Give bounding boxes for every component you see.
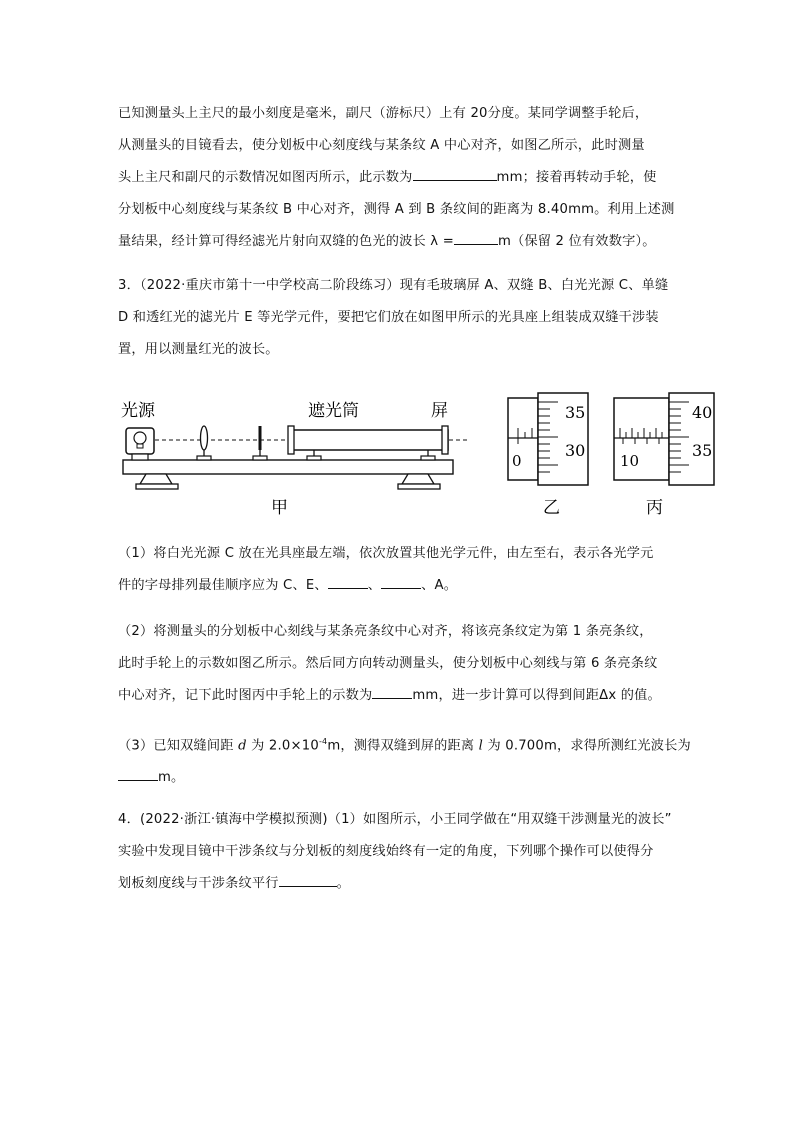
sub3-line-2: m。 [118,762,688,794]
q4-line-2: 实验中发现目镜中干涉条纹与分划板的刻度线始终有一定的角度，下列哪个操作可以使得分 [118,844,654,859]
yi-scale-top: 35 [565,403,586,422]
sub-question-1 [118,538,688,602]
q3-line-3: 置，用以测量红光的波长。 [118,342,279,357]
answer-blank-thimble-reading[interactable] [372,684,412,699]
label-yi: 乙 [543,498,560,518]
q4-line-1: 4．(2022·浙江·镇海中学模拟预测)（1）如图所示，小王同学做在“用双缝干涉测量光的波长” [118,812,672,827]
label-bing: 丙 [646,498,663,518]
yi-scale-bottom: 30 [565,441,586,460]
sub1-line-2: 件的字母排列最佳顺序应为 C、E、 、 、A。 [118,570,688,602]
sub1-line-1: （1）将白光光源 C 放在光具座最左端，依次放置其他光学元件，由左至右，表示各光学元 [118,546,654,561]
answer-blank-order-1[interactable] [328,574,368,589]
intro-line-5: 量结果，经计算可得经滤光片射向双缝的色光的波长 λ = m（保留 2 位有效数字）。 [118,226,688,258]
answer-blank-wavelength[interactable] [454,230,498,245]
q3-line-2: D 和透红光的滤光片 E 等光学元件，要把它们放在如图甲所示的光具座上组装成双缝干涉装 [118,310,659,325]
bing-main-ten: 10 [620,452,640,470]
q4-line-3: 划板刻度线与干涉条纹平行 。 [118,868,688,900]
light-shielding-tube [288,426,448,460]
label-screen: 屏 [431,401,448,421]
answer-blank-reading[interactable] [413,166,497,181]
q3-line-1: 3．（2022·重庆市第十一中学校高二阶段练习）现有毛玻璃屏 A、双缝 B、白光光源 C、单缝 [118,278,669,293]
sub3-line-1: （3）已知双缝间距 d 为 $2.0\times 10^{-4}m$，测得双缝到屏的距离 l 为 0.700m，求得所测红光波长为 [118,737,691,754]
intro-line-3: 头上主尺和副尺的示数情况如图丙所示，此示数为 mm；接着再转动手轮，使 [118,162,688,194]
sub2-line-2: 此时手轮上的示数如图乙所示。然后同方向转动测量头，使分划板中心刻线与第 6 条亮条纹 [118,656,658,671]
answer-blank-parallel[interactable] [279,872,337,887]
question-4 [118,804,688,900]
intro-line-1: 已知测量头上主尺的最小刻度是毫米，副尺（游标尺）上有 20分度。某同学调整手轮后， [118,106,649,121]
experiment-figure [118,388,718,528]
slit-element [253,426,267,460]
lens-element [197,426,211,460]
intro-paragraph [118,98,688,258]
answer-blank-order-2[interactable] [381,574,421,589]
sub2-line-3: 中心对齐，记下此时图丙中手轮上的示数为 mm，进一步计算可以得到间距Δx 的值。 [118,680,688,712]
sub-question-2 [118,616,688,712]
bing-scale-top: 40 [692,403,713,422]
label-jia: 甲 [271,498,288,518]
yi-main-zero: 0 [512,452,522,470]
light-bulb-icon [126,428,154,460]
micrometer-yi [508,393,588,485]
bing-scale-bottom: 35 [692,441,713,460]
intro-line-4: 分划板中心刻度线与某条纹 B 中心对齐，测得 A 到 B 条纹间的距离为 8.40mm。利用上述测 [118,202,675,217]
intro-line-2: 从测量头的目镜看去，使分划板中心刻度线与某条纹 A 中心对齐，如图乙所示，此时测量 [118,138,645,153]
sub2-line-1: （2）将测量头的分划板中心刻线与某条亮条纹中心对齐，将该亮条纹定为第 1 条亮条纹， [118,624,653,639]
label-tube: 遮光筒 [308,401,359,421]
label-light-source: 光源 [121,401,155,421]
sub-question-3 [118,726,691,794]
answer-blank-red-wavelength[interactable] [118,766,158,781]
micrometer-bing [614,393,714,485]
optical-bench [123,460,453,489]
question-3 [118,270,688,366]
